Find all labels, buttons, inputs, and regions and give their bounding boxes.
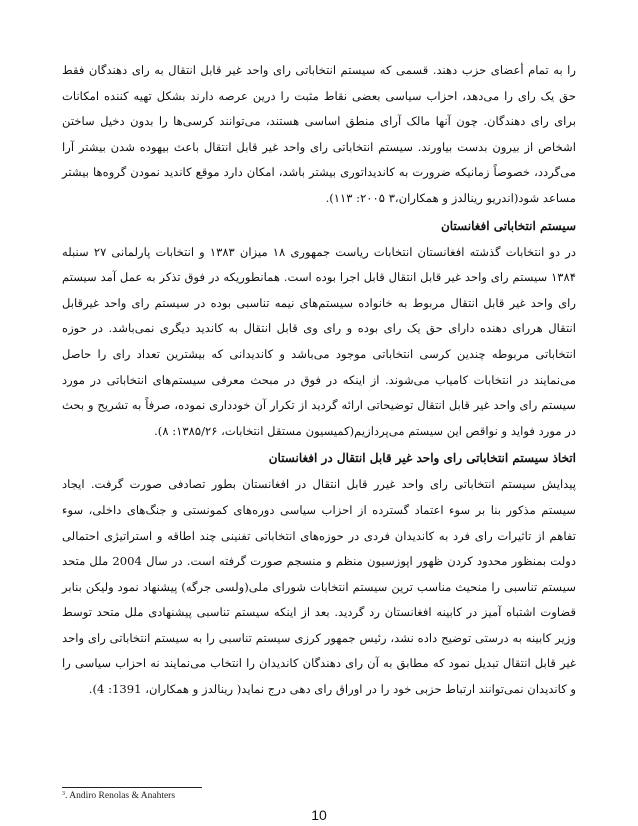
intro-paragraph: را به تمام أعضای حزب دهند. قسمی که سیستم انتخاباتی رای واحد غیر قابل انتقال به رای دهندگان فقط حق یک رای را می‌دهد، احزاب سیاسی بعضی نقاط مثبت را درین عرصه دارند بشکل تهیه کننده امکانات برای رای دهندگان. چون آنها مالک آرای منطق اساسی هستند، می‌توانند کرسی‌ها را بدون دخیل ساختن اشخاص از بیرون بدست بیاورند. سیستم انتخاباتی رای واحد غیر قابل انتقال باعث بیهوده شدن بیشتر آرا می‌گردد، خصوصاً زمانیکه ضرورت به کاندیداتوری بیشتر باشد، امکان دارد موقع کاندید نمودن گروه‌ها بیشتر مساعد شود(اندریو رینالدز و همکاران،۳ ۲۰۰۵: ۱۱۳). [62, 63, 576, 205]
electoral-system-paragraph: در دو انتخابات گذشته افغانستان انتخابات ریاست جمهوری ۱۸ میزان ۱۳۸۳ و انتخابات پارلمانی ۲۷ سنبله ۱۳۸۴ سیستم رای واحد غیر قابل انتقال قابل اجرا بوده است. همانطوریکه در فوق تذکر به عمل آمد سیستم رای واحد غیر قابل انتقال مربوط به خانواده سیستم‌های نیمه تناسبی بوده در سیستم رای واحد غیرقابل انتقال هررای دهنده دارای حق یک رای بوده و رای وی قابل انتقال به کاندید دیگری نمی‌باشد. در حوزه انتخاباتی مربوطه چندین کرسی انتخاباتی موجود می‌باشد و کاندیدانی که بیشترین تعداد رای را حاصل می‌نمایند در انتخابات کامیاب می‌شوند. از اینکه در فوق در مبحث معرفی سیستم‌های انتخاباتی در مورد سیستم رای واحد غیر قابل انتقال توضیحاتی ارائه گردید از تکرار آن خودداری نموده، صرفاً به تشریح و بحث در مورد فواید و نواقص این سیستم می‌پردازیم(کمیسیون مستقل انتخابات، ۱۳۸۵/۲۶: ۸). [62, 244, 576, 438]
adoption-paragraph: پیدایش سیستم انتخاباتی رای واحد غیرر قابل انتقال در افغانستان بطور تصادفی صورت گرفت. ایجاد سیستم مذکور بنا بر سوء اعتماد گسترده از احزاب سیاسی دوره‌های کمونستی و جنگ‌های داخلی، سوء تفاهم از تاثیرات رای فرد به کاندیدان فردی در حوزه‌های انتخاباتی تفنینی چند اطاقه و استراتیژی احتمالی دولت بمنظور محدود کردن ظهور اپوزسیون منظم و منسجم صورت گرفته است. در سال 2004 ملل متحد سیستم تناسبی را منحیث مناسب ترین سیستم انتخابات شورای ملی(ولسی جرگه) پیشنهاد نمود ولیکن بنابر قضاوت اشتباه آمیز در کابینه افغانستان رد گردید. بعد از اینکه سیستم تناسبی پیشنهادی ملل متحد توسط وزیر کابینه به درستی توضیح داده نشد، رئیس جمهور کرزی سیستم تناسبی را به سیستم انتخاباتی رای واحد غیر قابل انتقال تبدیل نمود که مطابق به آن رای دهندگان کاندیدان را انتخاب می‌نمایند نه احزاب سیاسی را و کاندیدان نمی‌توانند ارتباط حزبی خود را در اوراق رای دهی درج نماید( رینالدز و همکاران، 1391: 4). [62, 477, 576, 697]
page-number: 10 [311, 807, 327, 823]
section-heading-adoption: اتخاذ سیستم انتخاباتی رای واحد غیر قابل انتقال در افغانستان [268, 451, 576, 466]
footnote-text: . Andiro Renolas & Anahters [65, 791, 176, 801]
footnote [62, 791, 175, 801]
footnote-marker: 3 [62, 791, 65, 797]
section-heading-electoral-system: سیستم انتخاباتی افغانستان [440, 218, 576, 233]
footnote-divider [62, 787, 202, 788]
document-body [62, 58, 576, 703]
